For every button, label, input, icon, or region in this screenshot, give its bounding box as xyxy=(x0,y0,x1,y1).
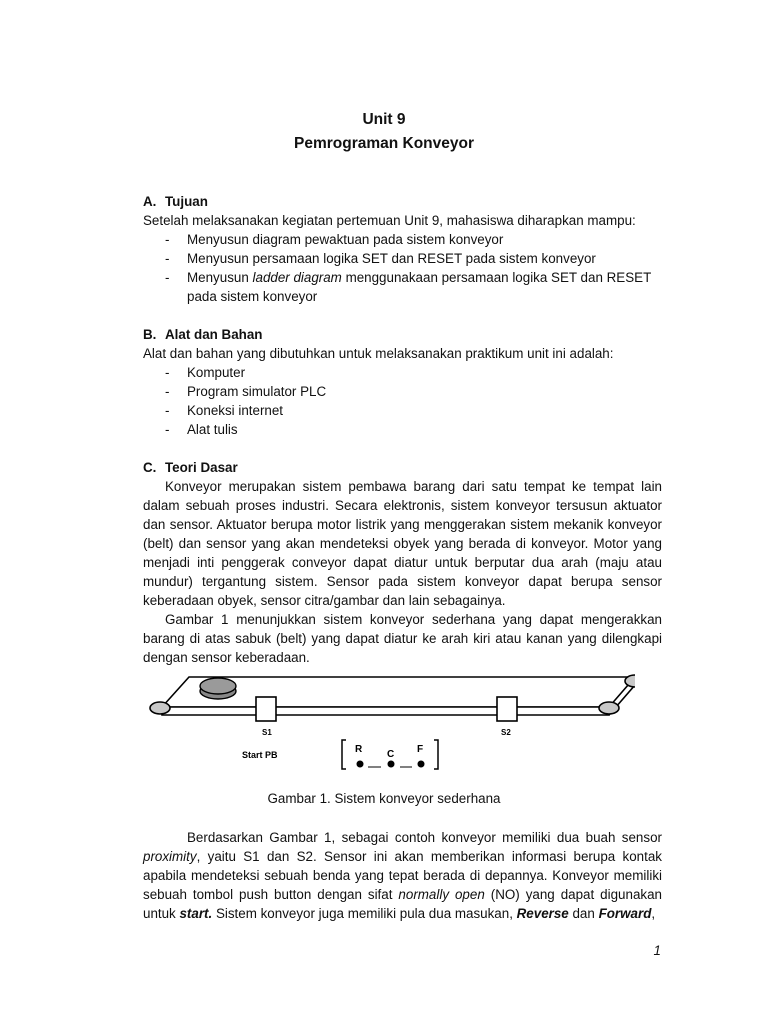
list-item: - Komputer xyxy=(165,365,246,380)
list-item: - Menyusun ladder diagram menggunakaan persamaan logika SET dan RESET pada sistem konveyor xyxy=(165,270,652,304)
sensor-s1-label: S1 xyxy=(262,728,272,737)
center-contact xyxy=(388,761,395,768)
paragraph-3: Berdasarkan Gambar 1, sebagai contoh konveyor memiliki dua buah sensor proximity, yaitu S1 dan S2. Sensor ini akan memberikan informasi berupa kontak apabila mendeteksi sebuah benda yang tepat berada di depannya. Konveyor memiliki sebuah tombol push button dengan sifat normally open (NO) yang dapat digunakan untuk start. Sistem konveyor juga memiliki pula dua masukan, Reverse dan Forward, xyxy=(143,830,662,921)
section-heading-b xyxy=(143,325,662,344)
reverse-label: R xyxy=(355,744,363,755)
page-number: 1 xyxy=(653,943,661,958)
section-alat-bahan xyxy=(143,325,662,439)
section-letter-a: A. xyxy=(143,194,157,209)
section-tujuan xyxy=(143,192,662,306)
list-item: - Menyusun persamaan logika SET dan RESET pada sistem konveyor xyxy=(165,251,596,266)
section-title-a: Tujuan xyxy=(165,194,208,209)
section-teori-dasar xyxy=(143,458,662,667)
list-item: - Menyusun diagram pewaktuan pada sistem konveyor xyxy=(165,232,504,247)
figure-caption: Gambar 1. Sistem konveyor sederhana xyxy=(267,791,501,806)
sensor-s2 xyxy=(497,697,517,721)
list-item: - Koneksi internet xyxy=(165,403,284,418)
reverse-contact xyxy=(357,761,364,768)
selector-bracket-left xyxy=(342,740,346,769)
section-title-b: Alat dan Bahan xyxy=(165,327,263,342)
selector-bracket-right xyxy=(434,740,438,769)
page-title: Pemrograman Konveyor xyxy=(293,135,475,152)
paragraph-2: Gambar 1 menunjukkan sistem konveyor sederhana yang dapat mengerakkan barang di atas sabuk (belt) yang dapat diatur ke arah kiri atau kanan yang dilengkapi dengan sensor keberadaan. xyxy=(143,612,662,665)
list-item: - Program simulator PLC xyxy=(165,384,327,399)
paragraph-1: Konveyor merupakan sistem pembawa barang dari satu tempat ke tempat lain dalam sebuah proses industri. Secara elektronis, sistem konveyor tersusun aktuator dan sensor. Aktuator berupa motor listrik yang menggerakan sistem mekanik konveyor (belt) dan sensor yang akan mendeteksi obyek yang berada di konveyor. Motor yang menjadi inti penggerak conveyor dapat diatur untuk berputar dua arah (maju atau mundur) tergantung sistem. Sensor pada sistem konveyor dapat berupa sensor keberadaan obyek, sensor citra/gambar dan lain sebagainya. xyxy=(143,479,662,608)
section-heading-c xyxy=(143,458,662,477)
sensor-s2-label: S2 xyxy=(501,728,511,737)
section-title-c: Teori Dasar xyxy=(165,460,238,475)
conveyor-diagram xyxy=(145,668,635,778)
sensor-s1 xyxy=(256,697,276,721)
roller-front-right xyxy=(599,702,619,714)
roller-back-right xyxy=(625,675,635,687)
forward-contact xyxy=(418,761,425,768)
belt-front-edge xyxy=(162,707,609,715)
start-pb-label: Start PB xyxy=(242,750,278,760)
section-letter-b: B. xyxy=(143,327,157,342)
section-heading-a xyxy=(143,192,662,211)
section-letter-c: C. xyxy=(143,460,157,475)
list-item: - Alat tulis xyxy=(165,422,238,437)
section-b-intro: Alat dan bahan yang dibutuhkan untuk melaksanakan praktikum unit ini adalah: xyxy=(143,346,614,361)
section-a-intro: Setelah melaksanakan kegiatan pertemuan Unit 9, mahasiswa diharapkan mampu: xyxy=(143,213,636,228)
center-label: C xyxy=(387,749,395,760)
forward-label: F xyxy=(417,744,424,755)
unit-label: Unit 9 xyxy=(362,111,406,128)
roller-front-left xyxy=(150,702,170,714)
object-puck xyxy=(200,678,236,694)
